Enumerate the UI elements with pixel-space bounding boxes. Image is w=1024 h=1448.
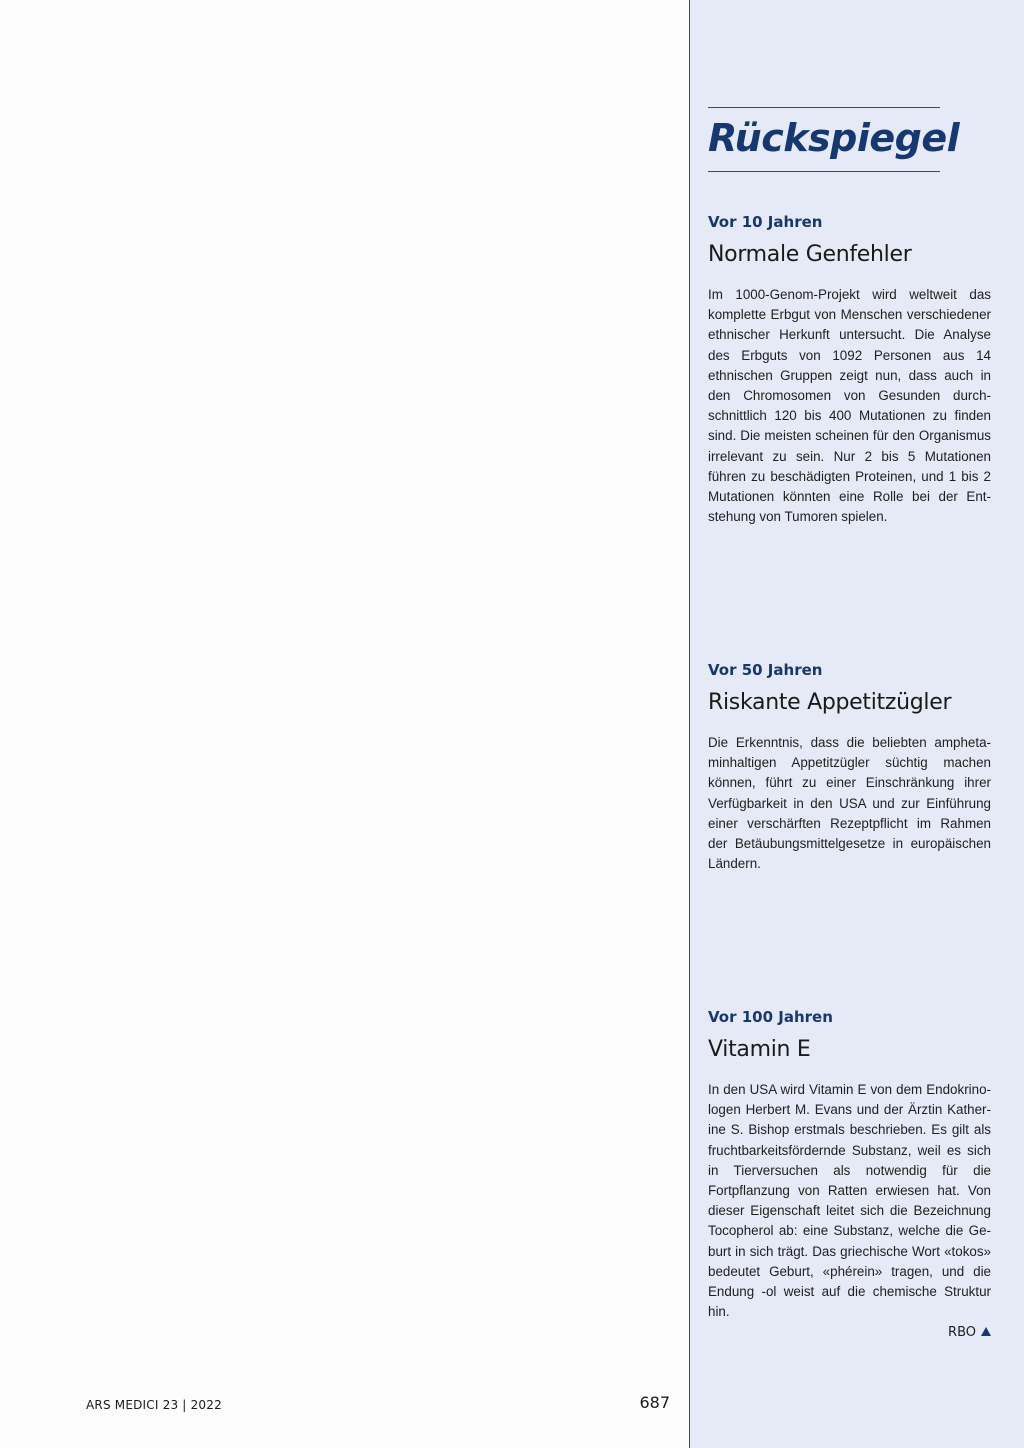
page-number: 687 [639,1393,670,1412]
article-100-years [708,1006,991,1322]
author-signature [708,1325,991,1340]
footer-journal-issue: ARS MEDICI 23 | 2022 [86,1398,222,1412]
article-50-years [708,659,991,874]
article-10-years [708,211,991,527]
section-title: Rückspiegel [708,116,960,160]
rueckspiegel-sidebar [689,0,1024,1448]
end-mark-triangle-icon [981,1327,991,1336]
article-body: Im 1000-Genom-Projekt wird weltweit das komplette Erbgut von Menschen verschiedener ethnischer Herkunft untersucht. Die Analyse des Erbguts von 1092 Personen aus 14 ethnischen Gruppen zeigt nun, dass auch in den Chromosomen von Gesunden durchschnittlich 120 bis 400 Mutationen zu finden sind. Die meisten scheinen für den Organismus irrelevant zu sein. Nur 2 bis 5 Mutationen führen zu beschädigten Proteinen, und 1 bis 2 Mutationen könnten eine Rolle bei der Entstehung von Tumoren spielen. [708,287,991,525]
article-headline: Riskante Appetitzügler [708,690,952,715]
article-headline: Vitamin E [708,1037,811,1062]
article-kicker: Vor 50 Jahren [708,661,823,679]
article-kicker: Vor 10 Jahren [708,213,823,231]
article-headline: Normale Genfehler [708,242,912,267]
article-kicker: Vor 100 Jahren [708,1008,833,1026]
article-body: Die Erkenntnis, dass die beliebten amphetaminhaltigen Appetitzügler süchtig machen können, führt zu einer Einschränkung ihrer Verfügbarkeit in den USA und zur Einführung einer verschärften Rezeptpflicht im Rahmen der Betäubungsmittelgesetze in europäischen Ländern. [708,735,991,872]
title-rule-bottom [708,171,940,172]
article-body: In den USA wird Vitamin E von dem Endokrinologen Herbert M. Evans und der Ärztin Katherine S. Bishop erstmals beschrieben. Es gilt als fruchtbarkeitsfördernde Substanz, weil es sich in Tierversuchen als notwendig für die Fortpflanzung von Ratten erwiesen hat. Von dieser Eigenschaft leitet sich die Bezeichnung Tocopherol ab: eine Substanz, welche die Geburt in sich trägt. Das griechische Wort «tokos» bedeutet Geburt, «phérein» tragen, und die Endung -ol weist auf die chemische Struktur hin. [708,1082,991,1320]
signature-text: RBO [948,1325,976,1340]
